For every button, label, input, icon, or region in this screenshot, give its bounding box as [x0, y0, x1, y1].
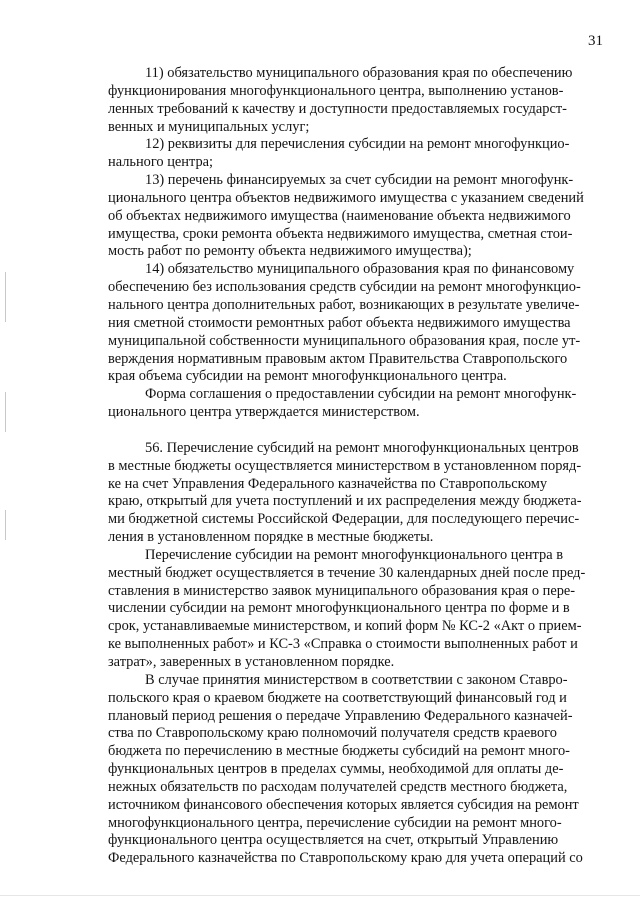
scan-margin-mark: [5, 392, 6, 432]
scan-margin-mark: [5, 272, 6, 322]
page-number: 31: [588, 33, 603, 49]
scan-margin-mark: [5, 510, 6, 540]
paragraph-agreement-form: Форма соглашения о предоставлении субсидии на ремонт многофунк- ционального центра утверждается министерством.: [108, 386, 577, 421]
paragraph-item-13: 13) перечень финансируемых за счет субсидии на ремонт многофунк- ционального центра объектов недвижимого имущества с указанием сведений об объектах недвижимого имущества (наименование объекта недвижимого имущества, сроки ремонта объекта недвижимого имущества, сметная стои- мость работ по ремонту объекта недвижимого имущества);: [108, 172, 584, 260]
document-body: [108, 65, 595, 868]
paragraph-item-12: 12) реквизиты для перечисления субсидии на ремонт многофункцио- нального центра;: [108, 136, 570, 171]
page-bottom-edge: [0, 895, 640, 896]
paragraph-item-14: 14) обязательство муниципального образования края по финансовому обеспечению без использования средств субсидии на ремонт многофункцио- нального центра дополнительных работ, возникающих в результате увеличе- ния сметной стоимости ремонтных работ объекта недвижимого имущества муниципальной собственности муниципального образования края, после ут- верждения нормативным правовым актом Правительства Ставропольского края объема субсидии на ремонт многофункционального центра.: [108, 261, 581, 385]
paragraph-item-11: 11) обязательство муниципального образования края по обеспечению функционирования многофункционального центра, выполнению установ- ленных требований к качеству и доступности предоставляемых государст- венных и муниципальных услуг;: [108, 65, 573, 135]
paragraph-treasury-case: В случае принятия министерством в соответствии с законом Ставро- польского края о краевом бюджете на соответствующий финансовый год и плановый период решения о передаче Управлению Федерального казначей- ства по Ставропольскому краю полномочий получателя средств краевого бюджета по перечислению в местные бюджеты субсидий на ремонт много- функциональных центров в пределах суммы, необходимой для оплаты де- нежных обязательств по расходам получателей средств местного бюджета, источником финансового обеспечения которых является субсидия на ремонт многофункционального центра, перечисление субсидии на ремонт много- функционального центра осуществляется на счет, открытый Управлению Федерального казначейства по Ставропольскому краю для учета операций со: [108, 671, 583, 867]
paragraph-section-56: 56. Перечисление субсидий на ремонт многофункциональных центров в местные бюджеты осуществляется министерством в установленном поряд- ке на счет Управления Федерального казначейства по Ставропольскому краю, открытый для учета поступлений и их распределения между бюджета- ми бюджетной системы Российской Федерации, для последующего перечис- ления в установленном порядке в местные бюджеты.: [108, 439, 582, 546]
paragraph-transfer-terms: Перечисление субсидии на ремонт многофункционального центра в местный бюджет осуществляется в течение 30 календарных дней после пред- ставления в министерство заявок муниципального образования края о пере- числении субсидии на ремонт многофункционального центра по форме и в срок, устанавливаемые министерством, и копий форм № КС-2 «Акт о прием- ке выполненных работ» и КС-3 «Справка о стоимости выполненных работ и затрат», заверенных в установленном порядке.: [108, 546, 586, 670]
